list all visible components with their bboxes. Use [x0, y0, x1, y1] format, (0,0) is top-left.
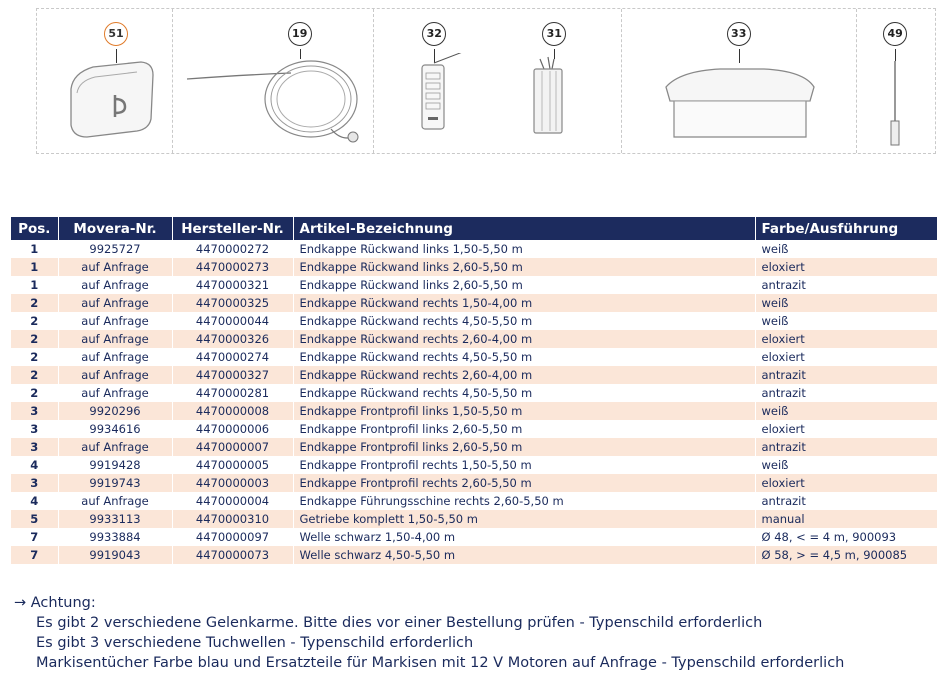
note-line: Es gibt 3 verschiedene Tuchwellen - Typenschild erforderlich [36, 635, 474, 651]
cell-pos: 4 [11, 456, 58, 474]
cell-farbe-ausfuehrung: eloxiert [755, 330, 937, 348]
cell-pos: 2 [11, 348, 58, 366]
table-body [11, 240, 937, 564]
cable-coil-icon [181, 53, 371, 149]
cell-pos: 1 [11, 276, 58, 294]
cell-farbe-ausfuehrung: eloxiert [755, 348, 937, 366]
part-number-badge: 19 [288, 22, 312, 46]
cell-hersteller-nr: 4470000321 [172, 276, 293, 294]
cell-farbe-ausfuehrung: weiß [755, 240, 937, 258]
column-header-movera-nr: Movera-Nr. [58, 217, 172, 240]
cell-movera-nr: auf Anfrage [58, 348, 172, 366]
cell-hersteller-nr: 4470000073 [172, 546, 293, 564]
part-cell-32-31 [374, 9, 621, 153]
cell-artikel-bezeichnung: Welle schwarz 4,50-5,50 m [293, 546, 755, 564]
cell-artikel-bezeichnung: Endkappe Rückwand links 1,50-5,50 m [293, 240, 755, 258]
cell-hersteller-nr: 4470000097 [172, 528, 293, 546]
table-header-row [11, 217, 937, 240]
cell-movera-nr: auf Anfrage [58, 330, 172, 348]
cell-artikel-bezeichnung: Endkappe Frontprofil rechts 1,50-5,50 m [293, 456, 755, 474]
cell-pos: 1 [11, 258, 58, 276]
column-header-pos: Pos. [11, 217, 58, 240]
part-number-badge: 31 [542, 22, 566, 46]
table-row [11, 330, 937, 348]
cell-hersteller-nr: 4470000325 [172, 294, 293, 312]
cell-hersteller-nr: 4470000281 [172, 384, 293, 402]
table-row [11, 510, 937, 528]
cell-movera-nr: 9933113 [58, 510, 172, 528]
cell-artikel-bezeichnung: Endkappe Führungsschine rechts 2,60-5,50 m [293, 492, 755, 510]
cell-movera-nr: 9934616 [58, 420, 172, 438]
cell-farbe-ausfuehrung: manual [755, 510, 937, 528]
cell-hersteller-nr: 4470000006 [172, 420, 293, 438]
cell-movera-nr: 9933884 [58, 528, 172, 546]
cell-pos: 7 [11, 546, 58, 564]
cell-hersteller-nr: 4470000003 [172, 474, 293, 492]
cell-movera-nr: auf Anfrage [58, 366, 172, 384]
cell-hersteller-nr: 4470000004 [172, 492, 293, 510]
cell-hersteller-nr: 4470000005 [172, 456, 293, 474]
remote-holder-icon [520, 53, 580, 143]
cell-farbe-ausfuehrung: Ø 48, < = 4 m, 900093 [755, 528, 937, 546]
crank-rod-icon [885, 59, 905, 149]
cell-farbe-ausfuehrung: weiß [755, 456, 937, 474]
cell-movera-nr: auf Anfrage [58, 312, 172, 330]
cell-artikel-bezeichnung: Endkappe Frontprofil rechts 2,60-5,50 m [293, 474, 755, 492]
notes-section [14, 593, 844, 673]
table-row [11, 474, 937, 492]
column-header-hersteller-nr: Hersteller-Nr. [172, 217, 293, 240]
table-row [11, 438, 937, 456]
cell-movera-nr: auf Anfrage [58, 276, 172, 294]
note-line: Markisentücher Farbe blau und Ersatzteile für Markisen mit 12 V Motoren auf Anfrage - Typenschild erforderlich [36, 655, 845, 671]
cell-pos: 3 [11, 438, 58, 456]
cell-hersteller-nr: 4470000272 [172, 240, 293, 258]
cell-artikel-bezeichnung: Getriebe komplett 1,50-5,50 m [293, 510, 755, 528]
table-row [11, 402, 937, 420]
table-row [11, 528, 937, 546]
cell-artikel-bezeichnung: Endkappe Frontprofil links 2,60-5,50 m [293, 438, 755, 456]
cell-movera-nr: auf Anfrage [58, 492, 172, 510]
cell-farbe-ausfuehrung: antrazit [755, 438, 937, 456]
cell-artikel-bezeichnung: Welle schwarz 1,50-4,00 m [293, 528, 755, 546]
parts-table [11, 217, 937, 564]
part-cell-33 [622, 9, 857, 153]
table-row [11, 492, 937, 510]
table-row [11, 456, 937, 474]
cell-pos: 3 [11, 420, 58, 438]
column-header-artikel-bezeichnung: Artikel-Bezeichnung [293, 217, 755, 240]
cell-pos: 3 [11, 474, 58, 492]
part-number-badge: 33 [727, 22, 751, 46]
part-cell-51 [37, 9, 173, 153]
cell-farbe-ausfuehrung: antrazit [755, 492, 937, 510]
cell-pos: 3 [11, 402, 58, 420]
cell-artikel-bezeichnung: Endkappe Frontprofil links 1,50-5,50 m [293, 402, 755, 420]
cell-movera-nr: 9919043 [58, 546, 172, 564]
cell-hersteller-nr: 4470000310 [172, 510, 293, 528]
remote-control-icon [412, 53, 532, 143]
note-line: Es gibt 2 verschiedene Gelenkarme. Bitte dies vor einer Bestellung prüfen - Typenschild erforderlich [36, 615, 763, 631]
cell-farbe-ausfuehrung: weiß [755, 402, 937, 420]
cell-movera-nr: 9925727 [58, 240, 172, 258]
cell-movera-nr: auf Anfrage [58, 258, 172, 276]
cell-artikel-bezeichnung: Endkappe Rückwand rechts 1,50-4,00 m [293, 294, 755, 312]
cell-hersteller-nr: 4470000008 [172, 402, 293, 420]
cell-movera-nr: 9919428 [58, 456, 172, 474]
table-row [11, 294, 937, 312]
part-cell-49 [857, 9, 935, 153]
table-row [11, 258, 937, 276]
cell-hersteller-nr: 4470000007 [172, 438, 293, 456]
cell-artikel-bezeichnung: Endkappe Rückwand rechts 4,50-5,50 m [293, 348, 755, 366]
end-cap-icon [63, 59, 163, 141]
cell-farbe-ausfuehrung: antrazit [755, 276, 937, 294]
table-row [11, 276, 937, 294]
cell-farbe-ausfuehrung: Ø 58, > = 4,5 m, 900085 [755, 546, 937, 564]
cell-hersteller-nr: 4470000273 [172, 258, 293, 276]
cell-farbe-ausfuehrung: eloxiert [755, 420, 937, 438]
table-row [11, 366, 937, 384]
column-header-farbe-ausfuehrung: Farbe/Ausführung [755, 217, 937, 240]
table-row [11, 546, 937, 564]
cell-hersteller-nr: 4470000044 [172, 312, 293, 330]
cell-movera-nr: auf Anfrage [58, 438, 172, 456]
table-row [11, 312, 937, 330]
cell-pos: 2 [11, 384, 58, 402]
cell-farbe-ausfuehrung: weiß [755, 312, 937, 330]
part-number-badge: 49 [883, 22, 907, 46]
cell-pos: 1 [11, 240, 58, 258]
cell-hersteller-nr: 4470000327 [172, 366, 293, 384]
part-cell-19 [173, 9, 375, 153]
table-row [11, 420, 937, 438]
cell-artikel-bezeichnung: Endkappe Rückwand rechts 2,60-4,00 m [293, 366, 755, 384]
cell-pos: 4 [11, 492, 58, 510]
cell-artikel-bezeichnung: Endkappe Rückwand rechts 4,50-5,50 m [293, 312, 755, 330]
part-number-badge: 51 [104, 22, 128, 46]
cell-artikel-bezeichnung: Endkappe Rückwand links 2,60-5,50 m [293, 276, 755, 294]
cell-pos: 2 [11, 366, 58, 384]
cell-artikel-bezeichnung: Endkappe Rückwand rechts 4,50-5,50 m [293, 384, 755, 402]
cell-pos: 7 [11, 528, 58, 546]
cell-pos: 2 [11, 294, 58, 312]
cell-farbe-ausfuehrung: antrazit [755, 384, 937, 402]
cell-movera-nr: 9920296 [58, 402, 172, 420]
cell-pos: 2 [11, 312, 58, 330]
cell-pos: 5 [11, 510, 58, 528]
cell-pos: 2 [11, 330, 58, 348]
cell-farbe-ausfuehrung: antrazit [755, 366, 937, 384]
gearbox-cover-icon [660, 61, 820, 141]
cell-farbe-ausfuehrung: weiß [755, 294, 937, 312]
parts-illustration-strip [36, 8, 936, 154]
cell-movera-nr: 9919743 [58, 474, 172, 492]
cell-farbe-ausfuehrung: eloxiert [755, 474, 937, 492]
cell-movera-nr: auf Anfrage [58, 294, 172, 312]
cell-farbe-ausfuehrung: eloxiert [755, 258, 937, 276]
table-row [11, 384, 937, 402]
cell-hersteller-nr: 4470000274 [172, 348, 293, 366]
cell-artikel-bezeichnung: Endkappe Rückwand rechts 2,60-4,00 m [293, 330, 755, 348]
table-row [11, 240, 937, 258]
cell-artikel-bezeichnung: Endkappe Frontprofil links 2,60-5,50 m [293, 420, 755, 438]
part-number-badge: 32 [422, 22, 446, 46]
notes-heading: → Achtung: [14, 595, 96, 611]
cell-hersteller-nr: 4470000326 [172, 330, 293, 348]
cell-artikel-bezeichnung: Endkappe Rückwand links 2,60-5,50 m [293, 258, 755, 276]
cell-movera-nr: auf Anfrage [58, 384, 172, 402]
table-row [11, 348, 937, 366]
